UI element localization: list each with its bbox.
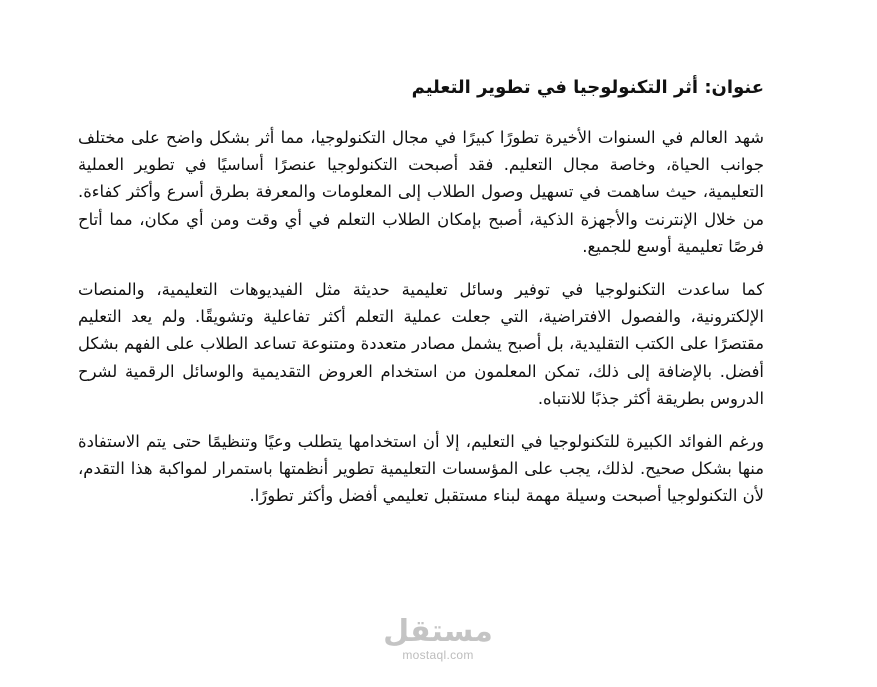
mostaql-watermark: [376, 616, 500, 662]
watermark-url: mostaql.com: [402, 648, 474, 662]
document-title: عنوان: أثر التكنولوجيا في تطوير التعليم: [411, 77, 764, 98]
watermark-logo: مستقل: [383, 614, 493, 649]
paragraph-1: شهد العالم في السنوات الأخيرة تطورًا كبيرًا في مجال التكنولوجيا، مما أثر بشكل واضح على مختلف جوانب الحياة، وخاصة مجال التعليم. فقد أصبحت التكنولوجيا عنصرًا أساسيًا في تطوير العملية التعليمية، حيث ساهمت في تسهيل وصول الطلاب إلى المعلومات والمعرفة بطرق أسرع وأكثر كفاءة. من خلال الإنترنت والأجهزة الذكية، أصبح بإمكان الطلاب التعلم في أي وقت ومن أي مكان، مما أتاح فرصًا تعليمية أوسع للجميع.: [78, 128, 764, 256]
paragraph-3: ورغم الفوائد الكبيرة للتكنولوجيا في التعليم، إلا أن استخدامها يتطلب وعيًا وتنظيمًا حتى يتم الاستفادة منها بشكل صحيح. لذلك، يجب على المؤسسات التعليمية تطوير أنظمتها باستمرار لمواكبة هذا التقدم، لأن التكنولوجيا أصبحت وسيلة مهمة لبناء مستقبل تعليمي أفضل وأكثر تطورًا.: [78, 432, 764, 506]
document-body: [78, 74, 764, 526]
paragraph-2: كما ساعدت التكنولوجيا في توفير وسائل تعليمية حديثة مثل الفيديوهات التعليمية، والمنصات الإلكترونية، والفصول الافتراضية، التي جعلت عملية التعلم أكثر تفاعلية وتشويقًا. ولم يعد التعليم مقتصرًا على الكتب التقليدية، بل أصبح يشمل مصادر متعددة ومتنوعة تساعد الطلاب على الفهم بشكل أفضل. بالإضافة إلى ذلك، تمكن المعلمون من استخدام العروض التقديمية والوسائل الرقمية لشرح الدروس بطريقة أكثر جذبًا للانتباه.: [78, 280, 764, 408]
